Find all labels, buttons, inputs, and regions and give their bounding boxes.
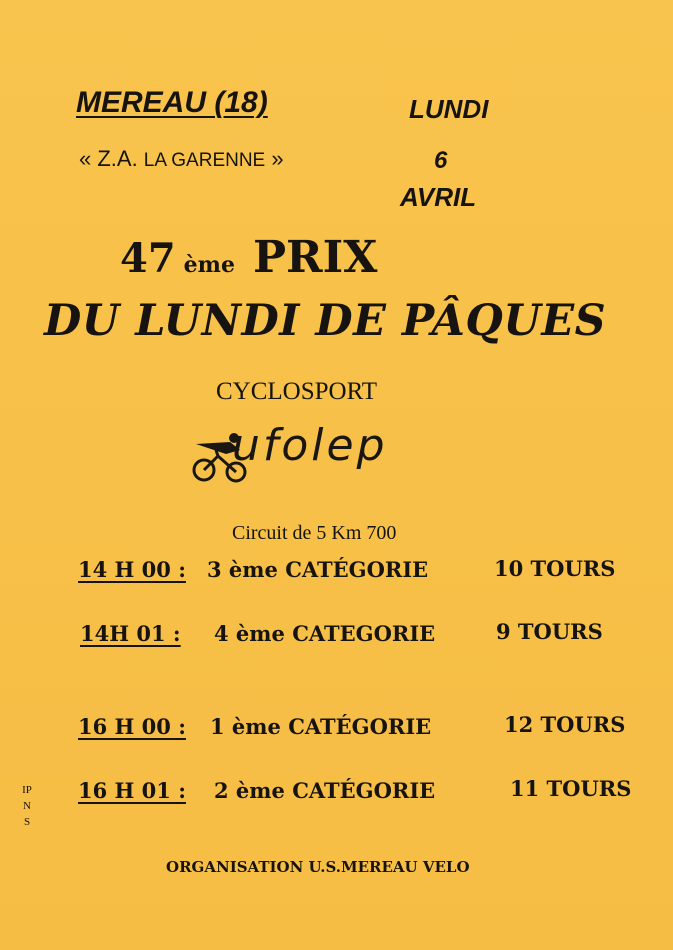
event-location: MEREAU (18)	[76, 86, 268, 119]
race-category	[214, 778, 435, 803]
category-label: CATÉGORIE	[292, 778, 436, 803]
race-time: 16 H 00 :	[78, 714, 186, 739]
category-label: CATEGORIE	[292, 621, 436, 646]
category-label: CATÉGORIE	[288, 714, 432, 739]
headline: DU LUNDI DE PÂQUES	[44, 296, 607, 346]
discipline: CYCLOSPORT	[216, 378, 378, 405]
event-day-number: 6	[434, 147, 448, 174]
race-laps: 9 TOURS	[496, 619, 603, 644]
race-time: 14H 01 :	[80, 621, 181, 646]
edition-line	[120, 232, 377, 283]
category-rank: 3 ème	[207, 557, 278, 582]
edition-number: 47	[120, 235, 176, 282]
ufolep-logo	[190, 420, 430, 490]
race-category	[207, 557, 428, 582]
race-laps: 12 TOURS	[504, 712, 626, 737]
venue-close: »	[265, 146, 284, 171]
category-rank: 2 ème	[214, 778, 285, 803]
race-time: 14 H 00 :	[78, 557, 186, 582]
event-day: LUNDI	[409, 94, 489, 124]
category-rank: 1 ème	[210, 714, 281, 739]
race-time: 16 H 01 :	[78, 778, 186, 803]
race-laps: 11 TOURS	[510, 776, 632, 801]
organisation: ORGANISATION U.S.MEREAU VELO	[166, 858, 470, 876]
race-category	[210, 714, 431, 739]
event-month: AVRIL	[400, 182, 477, 212]
venue-name: LA GARENNE	[143, 150, 266, 171]
race-category	[214, 621, 435, 646]
venue-open: « Z.A.	[79, 146, 144, 171]
event-venue	[79, 146, 284, 172]
category-label: CATÉGORIE	[285, 557, 429, 582]
category-rank: 4 ème	[214, 621, 285, 646]
ipns-mark: IPNS	[22, 784, 32, 828]
circuit-info: Circuit de 5 Km 700	[232, 522, 397, 544]
edition-suffix: ème	[183, 252, 235, 278]
race-laps: 10 TOURS	[494, 556, 616, 581]
prix-word: PRIX	[252, 232, 378, 283]
logo-text: ufolep	[232, 420, 388, 471]
